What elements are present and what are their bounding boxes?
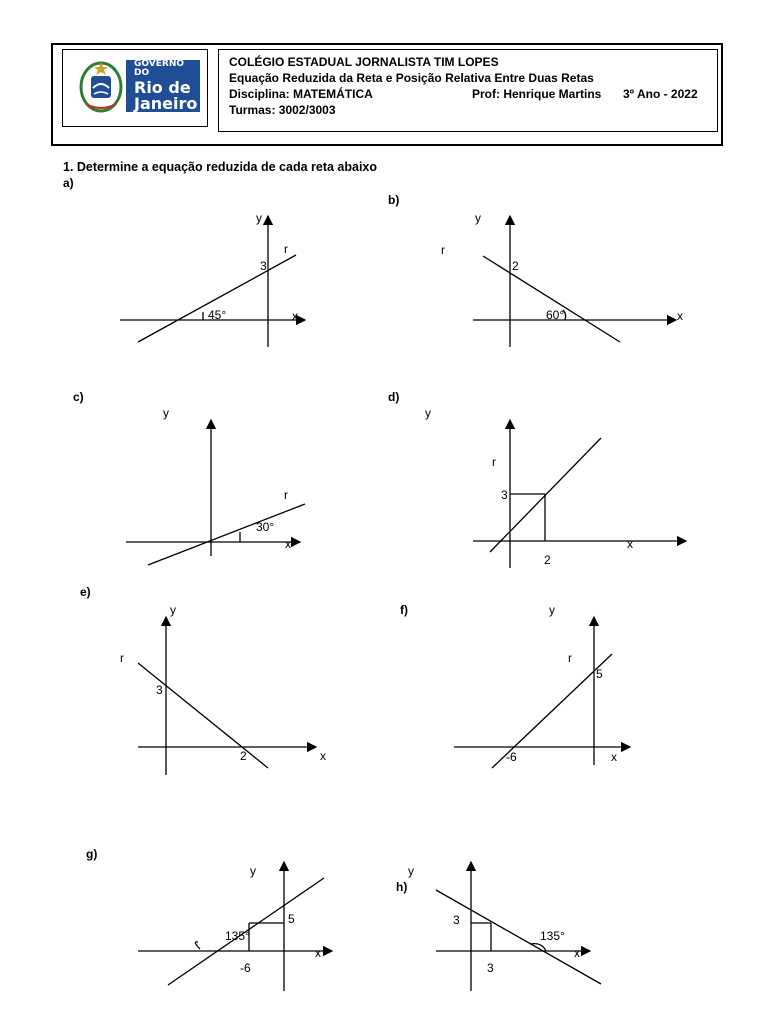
y-axis-label: y: [163, 406, 169, 420]
x-axis-label: x: [285, 537, 291, 551]
line: [436, 890, 601, 984]
graph-g: [138, 862, 332, 991]
line-r: [138, 255, 296, 342]
graph-h: [436, 862, 601, 991]
x-axis-label: x: [320, 749, 326, 763]
x-axis-label: x: [611, 750, 617, 764]
classes: Turmas: 3002/3003: [229, 103, 336, 117]
item-label-c: c): [73, 390, 84, 404]
angle-label: 135°: [540, 929, 565, 943]
x-value-label: 3: [487, 961, 494, 975]
x-axis-label: x: [315, 946, 321, 960]
logo-line3: Janeiro: [134, 94, 198, 113]
y-axis-label: y: [549, 603, 555, 617]
graph-e: [138, 617, 316, 775]
intercept-label: 3: [260, 259, 267, 273]
graph-a: [120, 216, 305, 347]
discipline: Disciplina: MATEMÁTICA: [229, 87, 373, 101]
x-value-label: -6: [506, 750, 517, 764]
graph-c: [126, 420, 305, 565]
angle-label: 45°: [208, 308, 227, 322]
line-label: r: [284, 488, 288, 502]
x-axis-label: x: [292, 309, 298, 323]
x-value-label: 2: [544, 553, 551, 567]
logo-line2: Rio de: [134, 78, 191, 97]
y-value-label: 5: [596, 667, 603, 681]
x-value-label: -6: [240, 961, 251, 975]
item-label-g: g): [86, 847, 98, 861]
item-label-f: f): [400, 603, 408, 617]
angle-label: 60°: [546, 308, 565, 322]
item-label-e: e): [80, 585, 91, 599]
angle-label: 135°: [225, 929, 250, 943]
item-label-d: d): [388, 390, 400, 404]
y-axis-label: y: [170, 603, 176, 617]
angle-label: 30°: [256, 520, 275, 534]
item-label-b: b): [388, 193, 400, 207]
school-name: COLÉGIO ESTADUAL JORNALISTA TIM LOPES: [229, 55, 499, 69]
y-axis-label: y: [425, 406, 431, 420]
logo-line1: GOVERNO DO: [134, 59, 185, 78]
line-label: r: [441, 243, 445, 257]
line-label: r: [568, 651, 572, 665]
graph-f: [454, 617, 630, 768]
y-value-label: 5: [288, 912, 295, 926]
subject-line: Equação Reduzida da Reta e Posição Relativa Entre Duas Retas: [229, 71, 594, 85]
grade: 3º Ano - 2022: [623, 87, 698, 101]
angle-arc: [195, 942, 200, 949]
y-axis-label: y: [475, 211, 481, 225]
x-axis-label: x: [574, 946, 580, 960]
x-axis-label: x: [677, 309, 683, 323]
line-label: r: [120, 651, 124, 665]
x-axis-label: x: [627, 537, 633, 551]
question-1: 1. Determine a equação reduzida de cada reta abaixo: [63, 160, 378, 174]
line-r: [483, 256, 620, 342]
item-label-h: h): [396, 880, 408, 894]
line-label: r: [284, 242, 288, 256]
intercept-label: 2: [512, 259, 519, 273]
x-value-label: 2: [240, 749, 247, 763]
y-axis-label: y: [250, 864, 256, 878]
graph-b: [473, 216, 676, 347]
line-label: r: [492, 455, 496, 469]
line-r: [138, 663, 268, 768]
y-axis-label: y: [256, 211, 262, 225]
y-value-label: 3: [156, 683, 163, 697]
line-r: [148, 504, 305, 565]
y-value-label: 3: [501, 488, 508, 502]
item-label-a: a): [63, 176, 74, 190]
y-value-label: 3: [453, 913, 460, 927]
y-axis-label: y: [408, 864, 414, 878]
teacher: Prof: Henrique Martins: [472, 87, 602, 101]
